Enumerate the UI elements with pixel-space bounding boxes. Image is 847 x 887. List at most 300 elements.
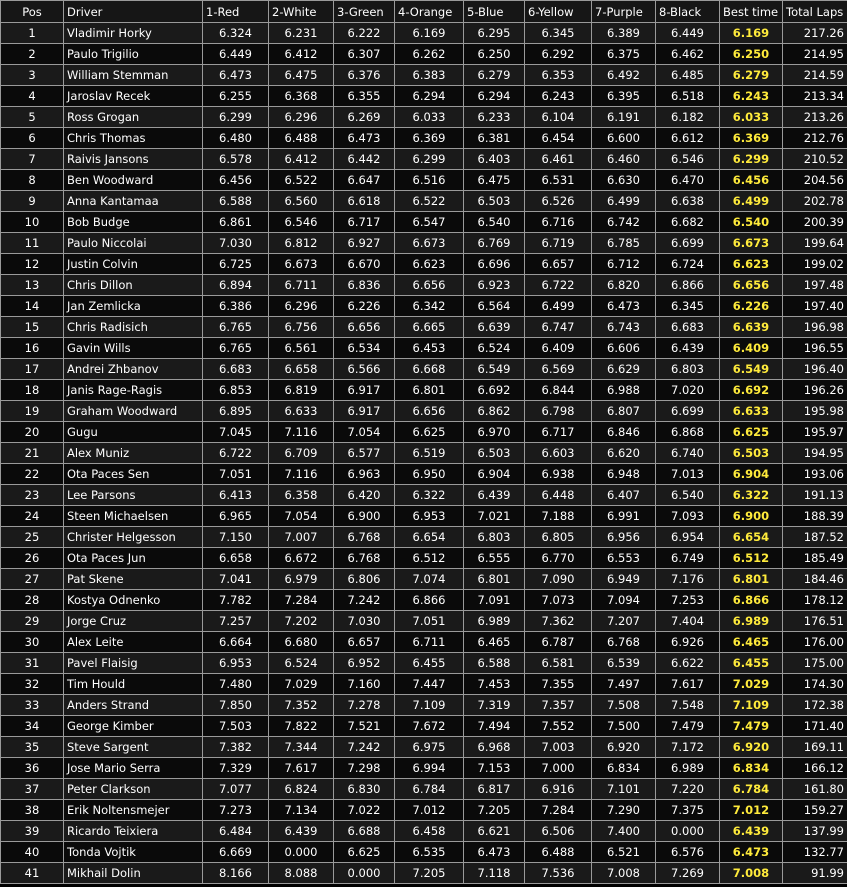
cell-white: 6.475 (269, 65, 334, 86)
cell-blue: 6.524 (464, 338, 525, 359)
cell-pos: 10 (1, 212, 64, 233)
table-row (1, 506, 847, 527)
cell-green: 6.952 (334, 653, 395, 674)
cell-total-laps: 210.52 (783, 149, 847, 170)
cell-blue: 6.465 (464, 632, 525, 653)
cell-driver: Vladimir Horky (64, 23, 203, 44)
cell-pos: 1 (1, 23, 64, 44)
table-row (1, 317, 847, 338)
cell-orange: 7.205 (395, 863, 464, 884)
cell-best-time: 6.801 (720, 569, 783, 590)
cell-black: 6.866 (656, 275, 720, 296)
cell-total-laps: 213.34 (783, 86, 847, 107)
cell-black: 6.470 (656, 170, 720, 191)
cell-yellow: 6.461 (525, 149, 592, 170)
cell-yellow: 6.104 (525, 107, 592, 128)
cell-total-laps: 191.13 (783, 485, 847, 506)
cell-best-time: 6.834 (720, 758, 783, 779)
cell-red: 6.255 (203, 86, 269, 107)
cell-white: 6.824 (269, 779, 334, 800)
cell-purple: 6.389 (592, 23, 656, 44)
table-row (1, 443, 847, 464)
cell-orange: 6.801 (395, 380, 464, 401)
cell-driver: Paulo Niccolai (64, 233, 203, 254)
column-header-pos: Pos (1, 1, 64, 23)
cell-yellow: 6.938 (525, 464, 592, 485)
table-row (1, 695, 847, 716)
table-row (1, 422, 847, 443)
cell-green: 6.657 (334, 632, 395, 653)
cell-purple: 6.807 (592, 401, 656, 422)
cell-red: 6.765 (203, 317, 269, 338)
cell-green: 7.242 (334, 590, 395, 611)
cell-yellow: 6.722 (525, 275, 592, 296)
cell-black: 6.699 (656, 401, 720, 422)
cell-yellow: 7.003 (525, 737, 592, 758)
cell-yellow: 6.603 (525, 443, 592, 464)
cell-black: 6.683 (656, 317, 720, 338)
cell-pos: 2 (1, 44, 64, 65)
cell-red: 6.953 (203, 653, 269, 674)
table-row (1, 674, 847, 695)
cell-green: 6.927 (334, 233, 395, 254)
cell-red: 6.853 (203, 380, 269, 401)
cell-black: 0.000 (656, 821, 720, 842)
cell-red: 7.030 (203, 233, 269, 254)
cell-red: 6.965 (203, 506, 269, 527)
table-row (1, 611, 847, 632)
cell-best-time: 6.692 (720, 380, 783, 401)
cell-pos: 32 (1, 674, 64, 695)
cell-red: 6.664 (203, 632, 269, 653)
cell-best-time: 6.465 (720, 632, 783, 653)
cell-driver: Bob Budge (64, 212, 203, 233)
cell-black: 6.546 (656, 149, 720, 170)
cell-green: 6.269 (334, 107, 395, 128)
cell-white: 6.368 (269, 86, 334, 107)
cell-white: 6.296 (269, 107, 334, 128)
cell-pos: 21 (1, 443, 64, 464)
cell-white: 6.756 (269, 317, 334, 338)
cell-driver: Pavel Flaisig (64, 653, 203, 674)
cell-red: 6.386 (203, 296, 269, 317)
cell-driver: Mikhail Dolin (64, 863, 203, 884)
table-row (1, 842, 847, 863)
cell-driver: William Stemman (64, 65, 203, 86)
cell-black: 6.540 (656, 485, 720, 506)
table-row (1, 527, 847, 548)
cell-purple: 7.500 (592, 716, 656, 737)
cell-pos: 7 (1, 149, 64, 170)
table-row (1, 401, 847, 422)
cell-pos: 40 (1, 842, 64, 863)
cell-total-laps: 91.99 (783, 863, 847, 884)
table-row (1, 212, 847, 233)
cell-purple: 6.949 (592, 569, 656, 590)
cell-best-time: 6.169 (720, 23, 783, 44)
cell-white: 7.116 (269, 422, 334, 443)
cell-yellow: 6.506 (525, 821, 592, 842)
cell-blue: 6.295 (464, 23, 525, 44)
cell-red: 6.722 (203, 443, 269, 464)
cell-purple: 6.539 (592, 653, 656, 674)
cell-black: 7.253 (656, 590, 720, 611)
table-body (1, 23, 847, 884)
cell-driver: Chris Dillon (64, 275, 203, 296)
cell-red: 6.413 (203, 485, 269, 506)
cell-red: 6.473 (203, 65, 269, 86)
cell-orange: 6.455 (395, 653, 464, 674)
cell-green: 7.242 (334, 737, 395, 758)
cell-green: 6.917 (334, 401, 395, 422)
cell-driver: Tim Hould (64, 674, 203, 695)
cell-green: 6.963 (334, 464, 395, 485)
cell-green: 6.656 (334, 317, 395, 338)
table-row (1, 23, 847, 44)
cell-purple: 6.606 (592, 338, 656, 359)
cell-blue: 7.494 (464, 716, 525, 737)
cell-best-time: 6.623 (720, 254, 783, 275)
cell-blue: 6.503 (464, 191, 525, 212)
cell-yellow: 6.409 (525, 338, 592, 359)
cell-driver: Chris Thomas (64, 128, 203, 149)
cell-white: 6.673 (269, 254, 334, 275)
cell-best-time: 6.369 (720, 128, 783, 149)
cell-orange: 6.033 (395, 107, 464, 128)
cell-white: 6.709 (269, 443, 334, 464)
cell-green: 6.806 (334, 569, 395, 590)
cell-green: 7.298 (334, 758, 395, 779)
table-row (1, 296, 847, 317)
cell-total-laps: 171.40 (783, 716, 847, 737)
cell-green: 7.278 (334, 695, 395, 716)
cell-driver: Jorge Cruz (64, 611, 203, 632)
cell-red: 7.329 (203, 758, 269, 779)
cell-best-time: 6.866 (720, 590, 783, 611)
cell-total-laps: 196.40 (783, 359, 847, 380)
column-header-driver: Driver (64, 1, 203, 23)
cell-orange: 7.672 (395, 716, 464, 737)
cell-yellow: 6.499 (525, 296, 592, 317)
cell-blue: 6.475 (464, 170, 525, 191)
cell-white: 7.134 (269, 800, 334, 821)
cell-yellow: 6.805 (525, 527, 592, 548)
cell-best-time: 7.109 (720, 695, 783, 716)
cell-white: 7.202 (269, 611, 334, 632)
cell-green: 6.670 (334, 254, 395, 275)
cell-orange: 7.051 (395, 611, 464, 632)
cell-red: 6.683 (203, 359, 269, 380)
table-row (1, 485, 847, 506)
cell-pos: 16 (1, 338, 64, 359)
cell-green: 6.618 (334, 191, 395, 212)
cell-white: 6.672 (269, 548, 334, 569)
cell-pos: 35 (1, 737, 64, 758)
cell-purple: 7.207 (592, 611, 656, 632)
cell-purple: 6.395 (592, 86, 656, 107)
cell-yellow: 7.000 (525, 758, 592, 779)
cell-orange: 6.516 (395, 170, 464, 191)
cell-total-laps: 188.39 (783, 506, 847, 527)
cell-green: 6.836 (334, 275, 395, 296)
cell-black: 6.926 (656, 632, 720, 653)
cell-blue: 7.091 (464, 590, 525, 611)
cell-red: 6.658 (203, 548, 269, 569)
cell-yellow: 6.844 (525, 380, 592, 401)
table-row (1, 170, 847, 191)
cell-best-time: 6.784 (720, 779, 783, 800)
cell-total-laps: 159.27 (783, 800, 847, 821)
cell-pos: 36 (1, 758, 64, 779)
cell-red: 7.850 (203, 695, 269, 716)
cell-pos: 26 (1, 548, 64, 569)
cell-orange: 6.369 (395, 128, 464, 149)
cell-blue: 7.453 (464, 674, 525, 695)
cell-total-laps: 196.55 (783, 338, 847, 359)
cell-driver: Kostya Odnenko (64, 590, 203, 611)
cell-pos: 41 (1, 863, 64, 884)
table-row (1, 632, 847, 653)
cell-white: 7.029 (269, 674, 334, 695)
cell-total-laps: 199.64 (783, 233, 847, 254)
cell-black: 7.013 (656, 464, 720, 485)
cell-best-time: 6.639 (720, 317, 783, 338)
cell-blue: 6.403 (464, 149, 525, 170)
cell-blue: 6.696 (464, 254, 525, 275)
cell-blue: 6.639 (464, 317, 525, 338)
cell-orange: 6.673 (395, 233, 464, 254)
cell-white: 6.979 (269, 569, 334, 590)
cell-pos: 9 (1, 191, 64, 212)
cell-blue: 6.540 (464, 212, 525, 233)
cell-driver: Alex Muniz (64, 443, 203, 464)
table-row (1, 275, 847, 296)
cell-yellow: 6.448 (525, 485, 592, 506)
cell-orange: 6.535 (395, 842, 464, 863)
cell-yellow: 7.188 (525, 506, 592, 527)
cell-white: 7.054 (269, 506, 334, 527)
cell-purple: 7.008 (592, 863, 656, 884)
table-row (1, 464, 847, 485)
cell-yellow: 6.292 (525, 44, 592, 65)
cell-blue: 6.862 (464, 401, 525, 422)
cell-purple: 6.553 (592, 548, 656, 569)
cell-green: 6.647 (334, 170, 395, 191)
cell-green: 6.566 (334, 359, 395, 380)
cell-yellow: 7.552 (525, 716, 592, 737)
cell-driver: Lee Parsons (64, 485, 203, 506)
cell-yellow: 6.353 (525, 65, 592, 86)
cell-black: 6.345 (656, 296, 720, 317)
cell-pos: 29 (1, 611, 64, 632)
cell-black: 6.622 (656, 653, 720, 674)
cell-green: 6.917 (334, 380, 395, 401)
cell-pos: 5 (1, 107, 64, 128)
cell-pos: 13 (1, 275, 64, 296)
cell-black: 7.220 (656, 779, 720, 800)
cell-yellow: 6.454 (525, 128, 592, 149)
cell-purple: 6.785 (592, 233, 656, 254)
cell-pos: 39 (1, 821, 64, 842)
cell-white: 0.000 (269, 842, 334, 863)
cell-driver: Gavin Wills (64, 338, 203, 359)
cell-pos: 3 (1, 65, 64, 86)
cell-purple: 6.768 (592, 632, 656, 653)
cell-green: 6.534 (334, 338, 395, 359)
cell-driver: Ben Woodward (64, 170, 203, 191)
cell-orange: 6.383 (395, 65, 464, 86)
cell-pos: 12 (1, 254, 64, 275)
cell-green: 6.830 (334, 779, 395, 800)
cell-orange: 6.625 (395, 422, 464, 443)
cell-yellow: 6.569 (525, 359, 592, 380)
cell-green: 6.355 (334, 86, 395, 107)
cell-black: 6.868 (656, 422, 720, 443)
cell-driver: Janis Rage-Ragis (64, 380, 203, 401)
cell-best-time: 6.033 (720, 107, 783, 128)
cell-purple: 7.101 (592, 779, 656, 800)
cell-pos: 23 (1, 485, 64, 506)
cell-yellow: 6.798 (525, 401, 592, 422)
cell-purple: 7.094 (592, 590, 656, 611)
cell-yellow: 6.719 (525, 233, 592, 254)
column-header-purple: 7-Purple (592, 1, 656, 23)
cell-pos: 4 (1, 86, 64, 107)
table-row (1, 44, 847, 65)
cell-yellow: 7.362 (525, 611, 592, 632)
cell-best-time: 7.479 (720, 716, 783, 737)
cell-pos: 15 (1, 317, 64, 338)
cell-total-laps: 214.95 (783, 44, 847, 65)
cell-yellow: 6.747 (525, 317, 592, 338)
cell-red: 7.382 (203, 737, 269, 758)
cell-red: 7.041 (203, 569, 269, 590)
cell-pos: 11 (1, 233, 64, 254)
cell-driver: Gugu (64, 422, 203, 443)
cell-green: 6.688 (334, 821, 395, 842)
cell-purple: 6.956 (592, 527, 656, 548)
cell-red: 6.895 (203, 401, 269, 422)
cell-blue: 6.381 (464, 128, 525, 149)
cell-blue: 6.904 (464, 464, 525, 485)
cell-total-laps: 199.02 (783, 254, 847, 275)
column-header-best-time: Best time (720, 1, 783, 23)
cell-white: 6.658 (269, 359, 334, 380)
table-row (1, 653, 847, 674)
cell-driver: Chris Radisich (64, 317, 203, 338)
cell-orange: 6.453 (395, 338, 464, 359)
cell-total-laps: 178.12 (783, 590, 847, 611)
cell-yellow: 7.355 (525, 674, 592, 695)
cell-yellow: 6.717 (525, 422, 592, 443)
cell-green: 6.625 (334, 842, 395, 863)
cell-purple: 6.846 (592, 422, 656, 443)
table-row (1, 254, 847, 275)
cell-blue: 6.968 (464, 737, 525, 758)
cell-white: 6.358 (269, 485, 334, 506)
cell-pos: 31 (1, 653, 64, 674)
table-row (1, 590, 847, 611)
cell-red: 6.456 (203, 170, 269, 191)
cell-best-time: 6.633 (720, 401, 783, 422)
column-header-red: 1-Red (203, 1, 269, 23)
cell-black: 6.749 (656, 548, 720, 569)
cell-red: 6.484 (203, 821, 269, 842)
cell-red: 7.782 (203, 590, 269, 611)
cell-purple: 6.521 (592, 842, 656, 863)
cell-purple: 6.743 (592, 317, 656, 338)
cell-yellow: 6.243 (525, 86, 592, 107)
cell-purple: 6.920 (592, 737, 656, 758)
cell-green: 0.000 (334, 863, 395, 884)
cell-driver: Andrei Zhbanov (64, 359, 203, 380)
cell-total-laps: 137.99 (783, 821, 847, 842)
cell-black: 7.375 (656, 800, 720, 821)
cell-purple: 6.629 (592, 359, 656, 380)
cell-black: 6.439 (656, 338, 720, 359)
cell-green: 6.900 (334, 506, 395, 527)
cell-total-laps: 176.51 (783, 611, 847, 632)
table-row (1, 107, 847, 128)
cell-white: 6.711 (269, 275, 334, 296)
table-row (1, 863, 847, 884)
cell-driver: Pat Skene (64, 569, 203, 590)
cell-total-laps: 214.59 (783, 65, 847, 86)
cell-driver: Paulo Trigilio (64, 44, 203, 65)
cell-green: 7.022 (334, 800, 395, 821)
cell-black: 6.740 (656, 443, 720, 464)
cell-black: 6.724 (656, 254, 720, 275)
cell-total-laps: 195.98 (783, 401, 847, 422)
cell-yellow: 6.716 (525, 212, 592, 233)
cell-total-laps: 169.11 (783, 737, 847, 758)
cell-yellow: 6.345 (525, 23, 592, 44)
cell-purple: 7.508 (592, 695, 656, 716)
column-header-black: 8-Black (656, 1, 720, 23)
cell-purple: 6.834 (592, 758, 656, 779)
cell-driver: Tonda Vojtik (64, 842, 203, 863)
cell-blue: 6.555 (464, 548, 525, 569)
table-row (1, 548, 847, 569)
cell-pos: 17 (1, 359, 64, 380)
cell-purple: 6.991 (592, 506, 656, 527)
cell-green: 6.577 (334, 443, 395, 464)
cell-red: 6.861 (203, 212, 269, 233)
cell-blue: 6.970 (464, 422, 525, 443)
cell-best-time: 6.989 (720, 611, 783, 632)
table-row (1, 716, 847, 737)
cell-black: 7.020 (656, 380, 720, 401)
cell-green: 6.717 (334, 212, 395, 233)
cell-orange: 7.447 (395, 674, 464, 695)
cell-pos: 19 (1, 401, 64, 422)
cell-pos: 33 (1, 695, 64, 716)
cell-best-time: 6.322 (720, 485, 783, 506)
cell-orange: 6.169 (395, 23, 464, 44)
cell-blue: 6.801 (464, 569, 525, 590)
cell-blue: 6.588 (464, 653, 525, 674)
column-header-green: 3-Green (334, 1, 395, 23)
cell-total-laps: 132.77 (783, 842, 847, 863)
cell-black: 6.576 (656, 842, 720, 863)
cell-purple: 6.600 (592, 128, 656, 149)
cell-best-time: 6.503 (720, 443, 783, 464)
cell-purple: 6.191 (592, 107, 656, 128)
table-row (1, 359, 847, 380)
cell-green: 6.307 (334, 44, 395, 65)
cell-black: 7.172 (656, 737, 720, 758)
cell-driver: Alex Leite (64, 632, 203, 653)
